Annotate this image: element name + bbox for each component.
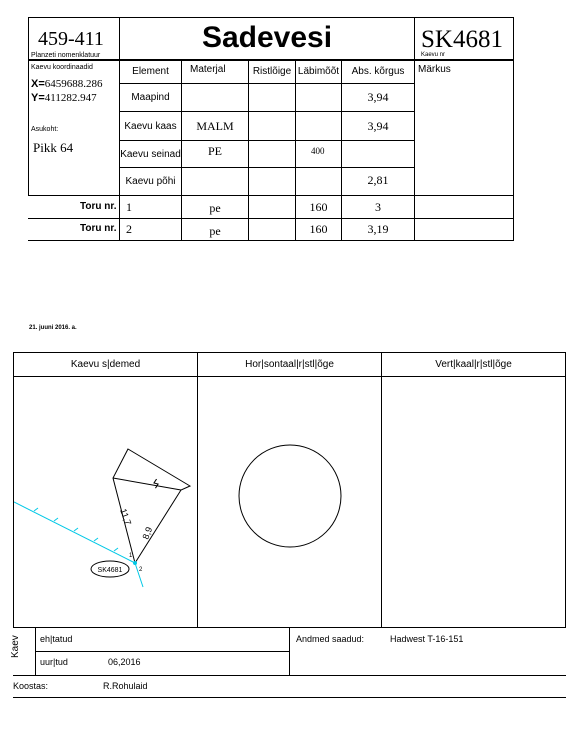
footer-surveyed-date: 06,2016 — [108, 657, 141, 667]
footer-built-label: eh|tatud — [40, 634, 73, 644]
panel-title-horizontal: Hor|sontaal|r|stl|õge — [245, 359, 334, 370]
nomenclature-label: Planzeti nomenklatuur — [31, 52, 101, 59]
horizontal-section — [198, 377, 381, 627]
coord-x — [31, 78, 103, 90]
pipe-ticks — [34, 508, 118, 551]
pipe-1-diameter: 160 — [309, 199, 328, 214]
pipe-line-1 — [14, 502, 135, 563]
sketch-pipe-1: 1 — [129, 553, 133, 559]
pipe-2-nr: 2 — [126, 222, 132, 236]
pipe-2-height: 3,19 — [367, 222, 389, 236]
footer-author-value: R.Rohulaid — [103, 681, 148, 691]
footer-divider-mid — [289, 628, 290, 675]
row-maapind-height: 3,94 — [367, 90, 389, 104]
pipe-2-diameter: 160 — [309, 222, 328, 236]
building-outline — [113, 449, 190, 563]
panel-title-connections: Kaevu s|demed — [70, 359, 141, 370]
building-polygon — [113, 449, 190, 563]
row-bottom-height: 2,81 — [367, 172, 389, 187]
row-lid-height: 3,94 — [367, 118, 389, 133]
document-date: 21. juuni 2016. a. — [29, 325, 77, 331]
row-lid-material: MALM — [196, 118, 234, 133]
header-bottom-border — [28, 59, 514, 61]
pipe-1-height: 3 — [375, 199, 381, 214]
nomenclature-value: 459-411 — [38, 28, 104, 50]
col-divider-3 — [248, 60, 249, 241]
coord-y-prefix: Y= — [31, 92, 45, 104]
panel-title-vertical: Vert|kaal|r|stl|õge — [435, 359, 512, 370]
sketch-well-label: SK4681 — [97, 567, 123, 574]
col-header-material: Materjal — [190, 64, 226, 75]
pipe-2-label: Toru nr. — [80, 223, 117, 234]
pipe-1-material: pe — [209, 201, 221, 215]
col-header-element: Element — [132, 65, 169, 77]
row-bottom-element: Kaevu põhi — [125, 176, 176, 187]
footer-author-label: Koostas: — [13, 681, 49, 691]
lightning-icon: ϟ — [150, 476, 162, 492]
row-walls-material: PE — [208, 144, 223, 158]
col-divider-6 — [414, 17, 415, 241]
row-line-6 — [28, 218, 514, 219]
row-walls-element: Kaevu seinad — [120, 148, 181, 160]
panels-right-border — [565, 352, 566, 628]
panels-divider-2 — [381, 352, 382, 628]
row-lid-element: Kaevu kaas — [124, 120, 177, 132]
row-maapind-element: Maapind — [131, 92, 170, 103]
col-header-height: Abs. kõrgus — [351, 65, 405, 77]
col-header-diameter: Läbimõõt — [297, 65, 340, 77]
row-line-7 — [28, 240, 514, 241]
footer-bottom-line — [13, 675, 566, 676]
coord-x-value: 6459688.286 — [44, 78, 103, 90]
coords-label: Kaevu koordinaadid — [31, 64, 93, 71]
address-label: Asukoht: — [31, 126, 59, 133]
well-point — [133, 561, 137, 565]
page-title: Sadevesi — [201, 21, 333, 54]
pipe-2-material: pe — [209, 223, 221, 238]
footer-data-from-value: Hadwest T-16-151 — [390, 634, 464, 644]
well-id-label: Kaevu nr — [421, 52, 446, 58]
sketch-pipe-2: 2 — [139, 567, 143, 573]
section-circle — [239, 445, 341, 547]
connection-sketch — [14, 377, 197, 627]
address-value: Pikk 64 — [33, 140, 74, 155]
footer-author-line — [13, 697, 566, 698]
header-left-border — [28, 17, 29, 196]
col-header-notes: Märkus — [418, 64, 451, 75]
sketch-dim-b: 8,9 — [140, 525, 155, 541]
coord-y — [31, 92, 97, 104]
footer-surveyed-label: uur|tud — [40, 657, 68, 667]
pipe-1-label: Toru nr. — [80, 201, 117, 212]
sketch-dim-a: 11,7 — [118, 507, 134, 527]
building-inner-line — [113, 478, 181, 490]
coord-x-prefix: X= — [31, 78, 45, 90]
footer-side-label: Kaev — [10, 635, 21, 658]
row-line-5 — [28, 195, 514, 196]
footer-data-from-label: Andmed saadud: — [296, 634, 365, 644]
footer-row-line — [35, 651, 289, 652]
header-right-border — [513, 17, 514, 241]
row-walls-diameter: 400 — [311, 146, 325, 156]
pipe-1-nr: 1 — [126, 200, 132, 214]
well-id-value: SK4681 — [421, 26, 503, 53]
coord-y-value: 411282.947 — [44, 92, 97, 104]
col-header-section: Ristlõige — [252, 65, 292, 77]
